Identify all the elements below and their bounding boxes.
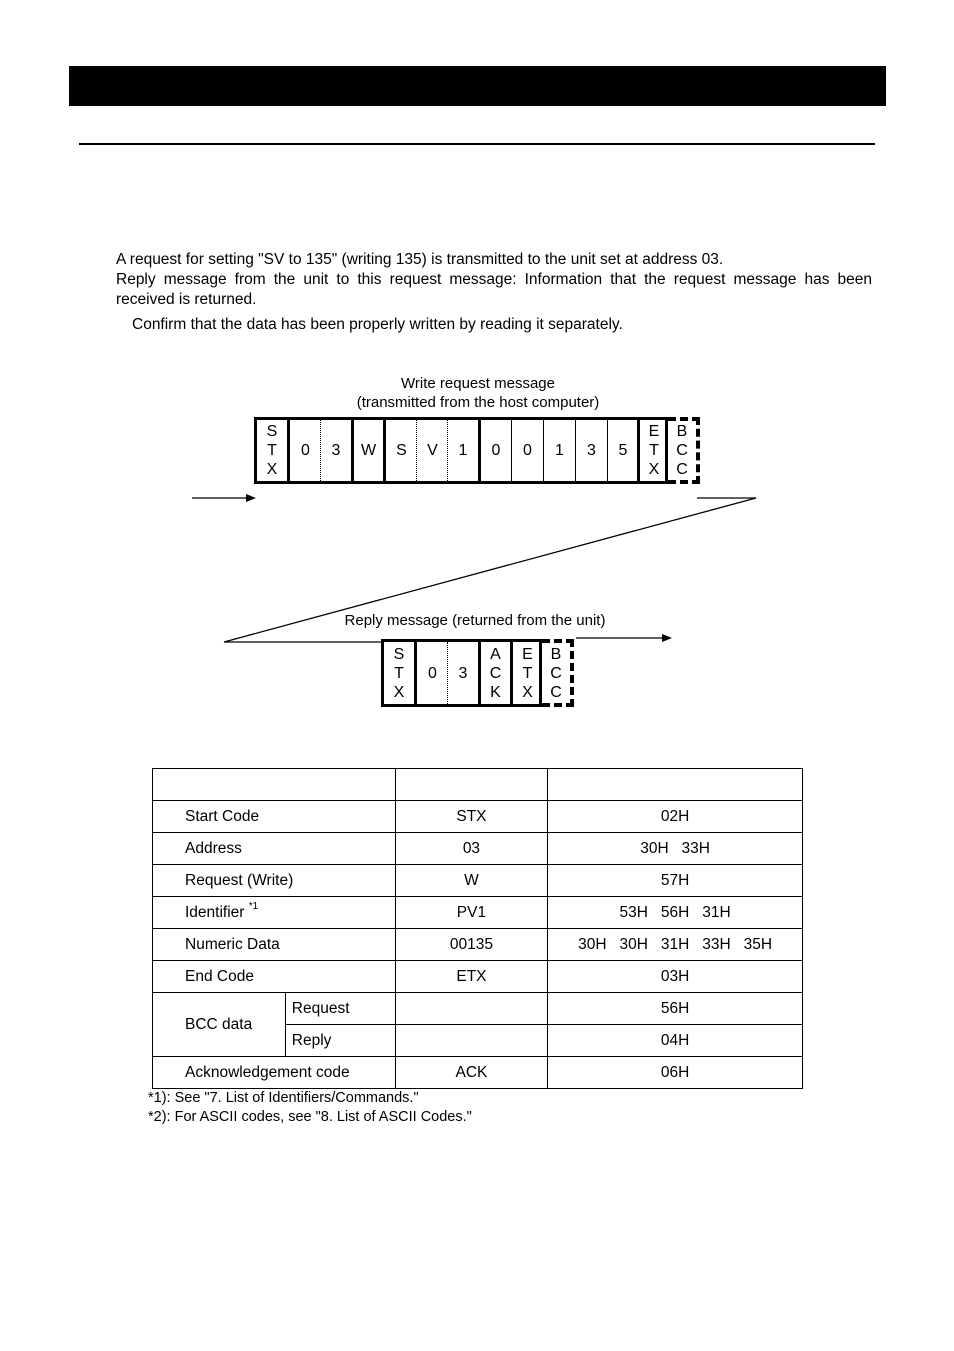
row-label-end-code: End Code [153,961,396,993]
row-label-start-code: Start Code [153,801,396,833]
reply-arrow-head [662,634,672,642]
row-char-bcc-request [395,993,548,1025]
write-cell-s: S [396,442,407,459]
reply-cell-ack: A C K [489,645,502,701]
row-char-identifier: PV1 [395,897,548,929]
write-cell-data-1: 1 [555,442,564,459]
reply-cell-address-3: 3 [458,664,468,682]
reply-cell-bcc: B C C [550,645,562,701]
table-header-cell [153,769,396,801]
write-cell-data-0a: 0 [491,442,501,459]
row-label-request-write: Request (Write) [153,865,396,897]
row-label-bcc-data: BCC data [153,993,286,1057]
write-cell-address-0: 0 [301,442,310,459]
row-label-identifier [153,897,396,929]
row-ascii-bcc-reply: 04H [548,1025,803,1057]
table-row [153,929,803,961]
row-ascii-start-code: 02H [548,801,803,833]
write-cell-data-3: 3 [587,442,596,459]
table-row [153,833,803,865]
row-ascii-end-code: 03H [548,961,803,993]
paragraph-confirm: Confirm that the data has been properly written by reading it separately. [132,316,623,333]
write-cell-data-0b: 0 [523,442,532,459]
identifier-label-text: Identifier [185,903,245,921]
row-label-address: Address [153,833,396,865]
write-cell-data-5: 5 [618,442,628,459]
table-header-cell [395,769,548,801]
row-label-numeric-data: Numeric Data [153,929,396,961]
write-cell-address-3: 3 [331,442,341,459]
row-ascii-ack: 06H [548,1057,803,1089]
reply-caption: Reply message (returned from the unit) [344,612,606,629]
footnote-2: *2): For ASCII codes, see "8. List of ASCII Codes." [148,1109,472,1125]
table-row [153,1057,803,1089]
row-char-ack: ACK [395,1057,548,1089]
row-char-address: 03 [395,833,548,865]
write-cell-stx: S T X [266,423,278,478]
row-ascii-address: 30H 33H [548,833,803,865]
write-cell-w: W [360,442,377,459]
write-cell-etx: E T X [648,423,660,478]
table-row [153,897,803,929]
write-request-caption-line1: Write request message [401,375,555,392]
ascii-code-table [152,768,803,1089]
reply-frame [381,639,542,707]
write-cell-1: 1 [458,442,468,459]
host-arrow-head [246,494,256,502]
paragraph-request: A request for setting "SV to 135" (writing 135) is transmitted to the unit set at address 03. [116,251,724,268]
row-char-bcc-reply [395,1025,548,1057]
row-ascii-numeric-data: 30H 30H 31H 33H 35H [548,929,803,961]
table-header-cell [548,769,803,801]
table-row [153,801,803,833]
row-ascii-request-write: 57H [548,865,803,897]
paragraph-reply: Reply message from the unit to this request message: Information that the request message has been received is returned. [116,271,872,308]
reply-bcc-dashed-box [542,639,574,707]
row-char-end-code: ETX [395,961,548,993]
table-row [153,961,803,993]
table-row [153,993,803,1025]
table-row [153,865,803,897]
row-sublabel-bcc-reply: Reply [285,1025,395,1057]
table-header-row [153,769,803,801]
row-sublabel-bcc-request: Request [285,993,395,1025]
footnote-1: *1): See "7. List of Identifiers/Commands." [148,1090,419,1106]
write-cell-bcc: B C C [676,423,688,478]
reply-cell-stx: S T X [393,645,405,701]
row-char-request-write: W [395,865,548,897]
row-char-start-code: STX [395,801,548,833]
write-request-caption-line2: (transmitted from the host computer) [356,394,600,411]
row-ascii-identifier: 53H 56H 31H [548,897,803,929]
row-label-ack: Acknowledgement code [153,1057,396,1089]
identifier-footnote-ref: *1 [248,900,259,912]
row-ascii-bcc-request: 56H [548,993,803,1025]
write-cell-v: V [427,442,438,459]
reply-cell-etx: E T X [522,645,533,701]
row-char-numeric-data: 00135 [395,929,548,961]
reply-cell-address-0: 0 [428,664,437,682]
